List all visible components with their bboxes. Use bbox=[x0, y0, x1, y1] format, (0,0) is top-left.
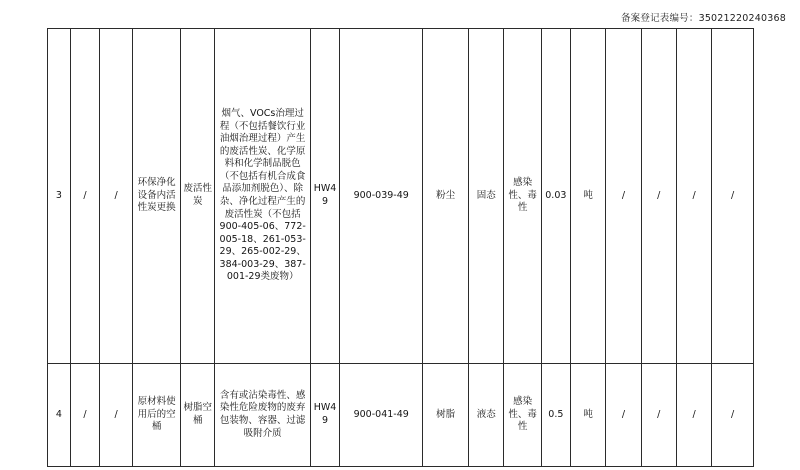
cell-index: 4 bbox=[48, 364, 71, 467]
cell-form: 树脂 bbox=[423, 364, 469, 467]
cell-description: 烟气、VOCs治理过程（不包括餐饮行业油烟治理过程）产生的废活性炭、化学原料和化学制品脱色（不包括有机合成食品添加剂脱色）、除杂、净化过程产生的废活性炭（不包括900-405-06、772-005-18、261-053-29、265-002-29、384-003-29、387-001-29类废物） bbox=[215, 29, 311, 364]
cell-name: 废活性炭 bbox=[181, 29, 215, 364]
cell-quantity: 0.03 bbox=[541, 29, 570, 364]
cell-extra-3: / bbox=[676, 364, 711, 467]
cell-state: 固态 bbox=[469, 29, 504, 364]
cell-extra-2: / bbox=[641, 364, 676, 467]
cell-code: 900-041-49 bbox=[340, 364, 423, 467]
cell-extra-2: / bbox=[641, 29, 676, 364]
cell-extra-3: / bbox=[676, 29, 711, 364]
cell-extra-1: / bbox=[606, 29, 641, 364]
cell-code: 900-039-49 bbox=[340, 29, 423, 364]
cell-source: 原材料使用后的空桶 bbox=[133, 364, 181, 467]
cell-name: 树脂空桶 bbox=[181, 364, 215, 467]
cell-extra-1: / bbox=[606, 364, 641, 467]
cell-col-a: / bbox=[70, 29, 99, 364]
cell-unit: 吨 bbox=[570, 29, 605, 364]
cell-quantity: 0.5 bbox=[541, 364, 570, 467]
cell-state: 液态 bbox=[469, 364, 504, 467]
hazardous-waste-table bbox=[47, 28, 754, 467]
table-row bbox=[48, 29, 754, 364]
table-row bbox=[48, 364, 754, 467]
record-number-header: 备案登记表编号：35021220240368 bbox=[620, 13, 786, 24]
cell-hazard-property: 感染性、毒性 bbox=[504, 29, 541, 364]
cell-unit: 吨 bbox=[570, 364, 605, 467]
cell-hazard-property: 感染性、毒性 bbox=[504, 364, 541, 467]
cell-extra-4: / bbox=[712, 364, 754, 467]
cell-extra-4: / bbox=[712, 29, 754, 364]
cell-col-b: / bbox=[99, 29, 132, 364]
hazardous-waste-table-container bbox=[47, 28, 754, 467]
cell-source: 环保净化设备内活性炭更换 bbox=[133, 29, 181, 364]
cell-form: 粉尘 bbox=[423, 29, 469, 364]
cell-index: 3 bbox=[48, 29, 71, 364]
cell-category: HW49 bbox=[311, 29, 340, 364]
cell-col-b: / bbox=[99, 364, 132, 467]
cell-col-a: / bbox=[70, 364, 99, 467]
cell-description: 含有或沾染毒性、感染性危险废物的废弃包装物、容器、过滤吸附介质 bbox=[215, 364, 311, 467]
cell-category: HW49 bbox=[311, 364, 340, 467]
